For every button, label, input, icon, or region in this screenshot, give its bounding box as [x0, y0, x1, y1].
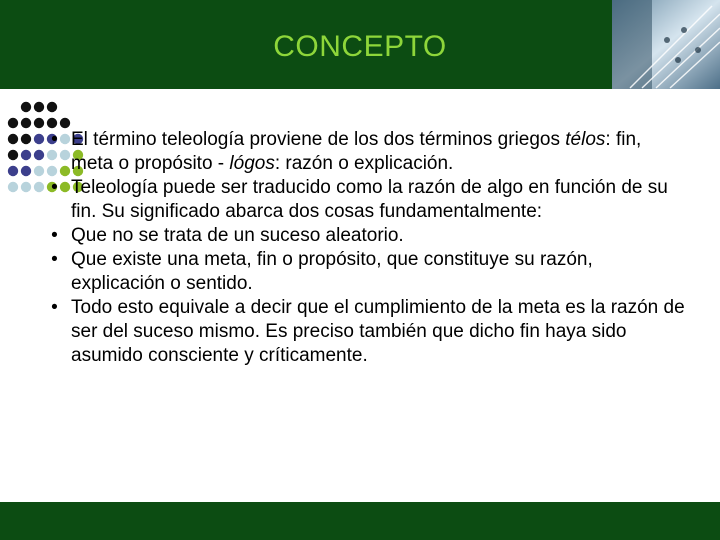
- list-item: [38, 296, 688, 368]
- decorative-dot: [21, 182, 31, 192]
- italic-term: télos: [565, 129, 606, 150]
- decorative-dot: [34, 118, 44, 128]
- decorative-dot: [21, 150, 31, 160]
- bullet-list: [38, 128, 688, 368]
- header-photo: [612, 0, 720, 89]
- list-item: [38, 224, 688, 248]
- bullet-marker: •: [51, 177, 58, 198]
- bullet-text: Que no se trata de un suceso aleatorio.: [71, 225, 404, 246]
- italic-term: lógos: [229, 153, 275, 174]
- decorative-dot: [8, 134, 18, 144]
- footer-bar: [0, 502, 720, 540]
- list-item: [38, 176, 688, 224]
- bullet-text: : fin, meta o propósito -: [71, 129, 642, 174]
- decorative-dot: [21, 102, 31, 112]
- bullet-text: Que existe una meta, fin o propósito, que constituye su razón, explicación o sentido.: [71, 249, 593, 294]
- decorative-dot: [60, 118, 70, 128]
- decorative-dot: [21, 118, 31, 128]
- bullet-text: Todo esto equivale a decir que el cumplimiento de la meta es la razón de ser del suceso mismo. Es preciso también que dicho fin haya sido asumido consciente y críticamente.: [71, 297, 685, 366]
- decorative-dot: [21, 166, 31, 176]
- bullet-marker: •: [51, 297, 58, 318]
- decorative-dot: [8, 150, 18, 160]
- header-bar: [0, 0, 720, 89]
- decorative-dot: [8, 182, 18, 192]
- slide-title: CONCEPTO: [273, 30, 447, 63]
- bullet-text: : razón o explicación.: [274, 153, 454, 174]
- decorative-dot: [47, 102, 57, 112]
- decorative-dot: [21, 134, 31, 144]
- bullet-marker: •: [51, 249, 58, 270]
- bullet-marker: •: [51, 129, 58, 150]
- list-item: [38, 128, 688, 176]
- bullet-marker: •: [51, 225, 58, 246]
- bullet-text: El término teleología proviene de los dos términos griegos: [71, 129, 566, 150]
- bullet-text: Teleología puede ser traducido como la razón de algo en función de su fin. Su significado abarca dos cosas fundamentalmente:: [71, 177, 668, 222]
- decorative-dot: [8, 166, 18, 176]
- decorative-dot: [34, 102, 44, 112]
- decorative-dot: [8, 118, 18, 128]
- decorative-dot: [47, 118, 57, 128]
- list-item: [38, 248, 688, 296]
